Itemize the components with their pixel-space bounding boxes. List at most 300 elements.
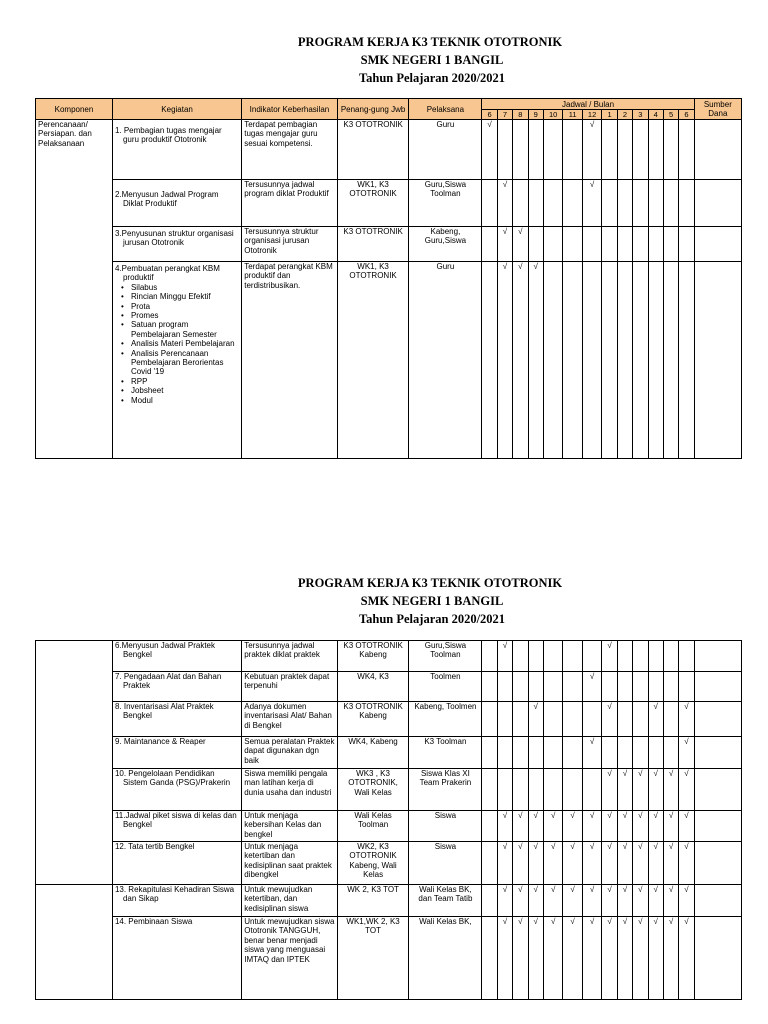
pelaksana-cell: Wali Kelas BK, (409, 917, 482, 1000)
schedule-cell: √ (602, 842, 617, 885)
schedule-cell (582, 262, 601, 459)
schedule-cell (663, 672, 678, 702)
schedule-cell (633, 262, 648, 459)
komponen-cell (36, 885, 113, 1000)
schedule-cell: √ (679, 811, 694, 842)
kegiatan-cell (112, 885, 241, 917)
schedule-cell: √ (633, 811, 648, 842)
kegiatan-cell (112, 262, 241, 459)
pelaksana-cell: Guru,Siswa Toolman (409, 180, 482, 227)
schedule-cell: √ (563, 811, 582, 842)
schedule-cell: √ (513, 811, 528, 842)
school-name: SMK NEGERI 1 BANGIL (360, 53, 504, 67)
page-header-1 (0, 33, 768, 87)
schedule-cell: √ (528, 811, 543, 842)
kegiatan-title: 10. Pengelolaan Pendidikan Sistem Ganda (PSG)/Prakerin (114, 769, 231, 788)
schedule-cell (679, 120, 694, 180)
indikator-cell: Untuk mewujudkan siswa Ototronik TANGGUH, benar benar menjadi siswa yang menguasai IMTAQ dan IPTEK (242, 917, 337, 1000)
schedule-cell (648, 262, 663, 459)
kegiatan-cell (112, 702, 241, 737)
schedule-cell (497, 737, 512, 769)
list-item: • Promes (131, 311, 239, 320)
schedule-cell: √ (482, 120, 497, 180)
col-jadwal: Jadwal / Bulan (482, 99, 694, 110)
schedule-cell (663, 180, 678, 227)
pelaksana-cell: Guru (409, 262, 482, 459)
month-header: 6 (679, 110, 694, 120)
month-header: 6 (482, 110, 497, 120)
schedule-cell (543, 227, 562, 262)
academic-year: Tahun Pelajaran 2020/2021 (358, 612, 506, 626)
schedule-cell: √ (648, 917, 663, 1000)
schedule-cell (617, 262, 632, 459)
schedule-cell (513, 737, 528, 769)
schedule-cell (633, 672, 648, 702)
table-row (36, 885, 742, 917)
month-header: 10 (543, 110, 562, 120)
schedule-cell (663, 702, 678, 737)
sumber-dana-cell (694, 842, 741, 885)
kegiatan-cell (112, 917, 241, 1000)
schedule-cell: √ (543, 885, 562, 917)
kegiatan-cell (112, 842, 241, 885)
document-title: PROGRAM KERJA K3 TEKNIK OTOTRONIK (297, 35, 563, 49)
schedule-cell (563, 737, 582, 769)
schedule-cell: √ (582, 180, 601, 227)
schedule-cell (633, 641, 648, 672)
schedule-cell (633, 120, 648, 180)
schedule-cell (528, 737, 543, 769)
schedule-cell (513, 702, 528, 737)
month-header: 9 (528, 110, 543, 120)
schedule-cell: √ (663, 885, 678, 917)
indikator-cell: Untuk menjaga kebersihan Kelas dan bengkel (242, 811, 337, 842)
schedule-cell: √ (513, 227, 528, 262)
indikator-cell: Tersusunnya struktur organisasi jurusan Ototronik (242, 227, 337, 262)
schedule-cell (602, 120, 617, 180)
schedule-cell (482, 262, 497, 459)
schedule-cell (482, 842, 497, 885)
month-header: 4 (648, 110, 663, 120)
schedule-cell (563, 702, 582, 737)
schedule-cell: √ (497, 641, 512, 672)
indikator-cell: Kebutuan praktek dapat terpenuhi (242, 672, 337, 702)
schedule-cell (582, 227, 601, 262)
schedule-cell: √ (633, 842, 648, 885)
indikator-cell: Untuk menjaga ketertiban dan kedisiplinan saat praktek dibengkel (242, 842, 337, 885)
sumber-dana-cell (694, 769, 741, 811)
col-sumber: Sumber Dana (694, 99, 741, 120)
penanggung-cell: WK4, K3 (337, 672, 409, 702)
pelaksana-cell: Kabeng, Toolmen (409, 702, 482, 737)
kegiatan-cell (112, 641, 241, 672)
schedule-cell (528, 672, 543, 702)
penanggung-cell: WK1,WK 2, K3 TOT (337, 917, 409, 1000)
pelaksana-cell: Wali Kelas BK, dan Team Tatib (409, 885, 482, 917)
col-pelaksana: Pelaksana (409, 99, 482, 120)
schedule-cell (602, 737, 617, 769)
schedule-cell: √ (679, 885, 694, 917)
sumber-dana-cell (694, 641, 741, 672)
kegiatan-title: 11.Jadwal piket siswa di kelas dan Bengkel (114, 811, 237, 830)
kegiatan-title: 7. Pengadaan Alat dan Bahan Praktek (114, 672, 222, 691)
penanggung-cell: K3 OTOTRONIK (337, 227, 409, 262)
indikator-cell: Tersusunnya jadwal program diklat Produktif (242, 180, 337, 227)
penanggung-cell: K3 OTOTRONIK (337, 120, 409, 180)
penanggung-cell: WK1, K3 OTOTRONIK (337, 262, 409, 459)
schedule-cell: √ (513, 917, 528, 1000)
schedule-cell: √ (528, 702, 543, 737)
schedule-cell (543, 702, 562, 737)
list-item: • Prota (131, 302, 239, 311)
kegiatan-cell (112, 120, 241, 180)
schedule-cell: √ (543, 842, 562, 885)
document-title: PROGRAM KERJA K3 TEKNIK OTOTRONIK (297, 576, 563, 590)
schedule-cell: √ (582, 672, 601, 702)
schedule-cell: √ (582, 885, 601, 917)
sumber-dana-cell (694, 180, 741, 227)
schedule-cell (563, 641, 582, 672)
schedule-cell: √ (497, 262, 512, 459)
kegiatan-title: 14. Pembinaan Siswa (114, 917, 193, 926)
schedule-cell: √ (679, 769, 694, 811)
schedule-cell: √ (617, 917, 632, 1000)
kegiatan-title: 2.Menyusun Jadwal Program Diklat Produktif (114, 190, 219, 209)
schedule-cell: √ (633, 885, 648, 917)
schedule-cell (602, 180, 617, 227)
month-header: 2 (617, 110, 632, 120)
sumber-dana-cell (694, 227, 741, 262)
schedule-cell: √ (513, 262, 528, 459)
schedule-cell (617, 737, 632, 769)
schedule-cell: √ (602, 917, 617, 1000)
schedule-cell: √ (582, 842, 601, 885)
schedule-cell: √ (648, 702, 663, 737)
schedule-cell (679, 180, 694, 227)
program-table-page-2 (35, 640, 742, 1000)
schedule-cell (679, 672, 694, 702)
indikator-cell: Terdapat perangkat KBM produktif dan terdistribusikan. (242, 262, 337, 459)
schedule-cell (617, 227, 632, 262)
table-row (36, 120, 742, 180)
schedule-cell: √ (617, 811, 632, 842)
sumber-dana-cell (694, 702, 741, 737)
schedule-cell (602, 227, 617, 262)
month-header: 3 (633, 110, 648, 120)
list-item: • Analisis Perencanaan Pembelajaran Berorientas Covid '19 (131, 349, 239, 377)
schedule-cell: √ (497, 180, 512, 227)
list-item: • Satuan program Pembelajaran Semester (131, 320, 239, 339)
schedule-cell (497, 672, 512, 702)
schedule-cell (582, 702, 601, 737)
schedule-cell: √ (663, 917, 678, 1000)
schedule-cell (679, 227, 694, 262)
kegiatan-subitems (115, 283, 239, 405)
col-penanggung: Penang-gung Jwb (337, 99, 409, 120)
schedule-cell: √ (528, 917, 543, 1000)
schedule-cell (497, 120, 512, 180)
schedule-cell: √ (648, 769, 663, 811)
schedule-cell (648, 180, 663, 227)
schedule-cell: √ (617, 885, 632, 917)
schedule-cell: √ (663, 842, 678, 885)
schedule-cell (528, 120, 543, 180)
list-item: • Analisis Materi Pembelajaran (131, 339, 239, 348)
list-item: • Modul (131, 396, 239, 405)
kegiatan-title: 4.Pembuatan perangkat KBM produktif (114, 264, 220, 283)
table-row (36, 702, 742, 737)
schedule-cell (648, 120, 663, 180)
schedule-cell (482, 227, 497, 262)
schedule-cell: √ (602, 885, 617, 917)
kegiatan-title: 6.Menyusun Jadwal Praktek Bengkel (114, 641, 216, 660)
pelaksana-cell: Siswa Klas XI Team Prakerin (409, 769, 482, 811)
schedule-cell: √ (679, 702, 694, 737)
schedule-cell (563, 227, 582, 262)
month-header: 7 (497, 110, 512, 120)
schedule-cell (543, 769, 562, 811)
month-header: 12 (582, 110, 601, 120)
schedule-cell (633, 737, 648, 769)
schedule-cell (617, 641, 632, 672)
schedule-cell: √ (617, 769, 632, 811)
schedule-cell: √ (602, 641, 617, 672)
schedule-cell (528, 180, 543, 227)
kegiatan-cell (112, 672, 241, 702)
schedule-cell: √ (633, 917, 648, 1000)
schedule-cell (633, 702, 648, 737)
table-row (36, 262, 742, 459)
schedule-cell (648, 641, 663, 672)
schedule-cell (543, 180, 562, 227)
schedule-cell (482, 672, 497, 702)
schedule-cell (663, 262, 678, 459)
schedule-cell: √ (663, 769, 678, 811)
komponen-cell (36, 641, 113, 885)
schedule-cell (513, 769, 528, 811)
list-item: • Rincian Minggu Efektif (131, 292, 239, 301)
schedule-cell (563, 769, 582, 811)
schedule-cell: √ (602, 702, 617, 737)
schedule-cell (513, 641, 528, 672)
schedule-cell (679, 262, 694, 459)
schedule-cell: √ (663, 811, 678, 842)
list-item: • RPP (131, 377, 239, 386)
table-row (36, 641, 742, 672)
schedule-cell (543, 672, 562, 702)
schedule-cell: √ (648, 885, 663, 917)
table-row (36, 917, 742, 1000)
col-kegiatan: Kegiatan (112, 99, 241, 120)
schedule-cell (648, 672, 663, 702)
sumber-dana-cell (694, 811, 741, 842)
penanggung-cell: WK4, Kabeng (337, 737, 409, 769)
col-komponen: Komponen (36, 99, 113, 120)
schedule-cell: √ (679, 917, 694, 1000)
sumber-dana-cell (694, 885, 741, 917)
schedule-cell (663, 227, 678, 262)
schedule-cell (617, 672, 632, 702)
schedule-cell (543, 641, 562, 672)
schedule-cell: √ (582, 737, 601, 769)
schedule-cell: √ (617, 842, 632, 885)
schedule-cell (563, 180, 582, 227)
penanggung-cell: WK 2, K3 TOT (337, 885, 409, 917)
kegiatan-title: 13. Rekapitulasi Kehadiran Siswa dan Sikap (114, 885, 235, 904)
pelaksana-cell: Siswa (409, 842, 482, 885)
schedule-cell: √ (563, 842, 582, 885)
schedule-cell (663, 120, 678, 180)
schedule-cell (617, 702, 632, 737)
schedule-cell: √ (543, 811, 562, 842)
schedule-cell (528, 769, 543, 811)
schedule-cell (482, 641, 497, 672)
kegiatan-title: 9. Maintanance & Reaper (114, 737, 206, 746)
sumber-dana-cell (694, 672, 741, 702)
schedule-cell (513, 180, 528, 227)
schedule-cell: √ (528, 885, 543, 917)
kegiatan-cell (112, 737, 241, 769)
kegiatan-title: 1. Pembagian tugas mengajar guru produktif Ototronik (114, 126, 222, 145)
schedule-cell (482, 180, 497, 227)
pelaksana-cell: Toolmen (409, 672, 482, 702)
schedule-cell (648, 737, 663, 769)
schedule-cell: √ (513, 885, 528, 917)
schedule-cell: √ (497, 842, 512, 885)
schedule-cell: √ (497, 885, 512, 917)
schedule-cell: √ (563, 885, 582, 917)
list-item: • Silabus (131, 283, 239, 292)
schedule-cell (543, 120, 562, 180)
indikator-cell: Siswa memiliki pengala man latihan kerja di dunia usaha dan industri (242, 769, 337, 811)
penanggung-cell: WK3 , K3 OTOTRONIK, Wali Kelas (337, 769, 409, 811)
col-indikator: Indikator Keberhasilan (242, 99, 337, 120)
schedule-cell: √ (543, 917, 562, 1000)
schedule-cell (482, 769, 497, 811)
schedule-cell: √ (528, 262, 543, 459)
list-item: • Jobsheet (131, 386, 239, 395)
indikator-cell: Semua peralatan Praktek dapat digunakan dgn baik (242, 737, 337, 769)
schedule-cell (663, 737, 678, 769)
table-row (36, 737, 742, 769)
table-row (36, 672, 742, 702)
schedule-cell (563, 672, 582, 702)
kegiatan-cell (112, 180, 241, 227)
schedule-cell (543, 737, 562, 769)
schedule-cell (543, 262, 562, 459)
table-row (36, 227, 742, 262)
schedule-cell: √ (602, 811, 617, 842)
schedule-cell (582, 769, 601, 811)
program-table-page-1 (35, 98, 742, 459)
month-header: 1 (602, 110, 617, 120)
table-row (36, 769, 742, 811)
schedule-cell: √ (582, 811, 601, 842)
schedule-cell (482, 811, 497, 842)
schedule-cell: √ (679, 737, 694, 769)
penanggung-cell: Wali Kelas Toolman (337, 811, 409, 842)
sumber-dana-cell (694, 917, 741, 1000)
schedule-cell (528, 227, 543, 262)
indikator-cell: Adanya dokumen inventarisasi Alat/ Bahan di Bengkel (242, 702, 337, 737)
penanggung-cell: K3 OTOTRONIK Kabeng (337, 641, 409, 672)
schedule-cell: √ (679, 842, 694, 885)
schedule-cell (482, 702, 497, 737)
academic-year: Tahun Pelajaran 2020/2021 (358, 71, 506, 85)
schedule-cell: √ (497, 917, 512, 1000)
schedule-cell (528, 641, 543, 672)
school-name: SMK NEGERI 1 BANGIL (360, 594, 504, 608)
schedule-cell (482, 917, 497, 1000)
sumber-dana-cell (694, 262, 741, 459)
indikator-cell: Terdapat pembagian tugas mengajar guru sesuai kompetensi. (242, 120, 337, 180)
schedule-cell: √ (528, 842, 543, 885)
kegiatan-cell (112, 811, 241, 842)
kegiatan-cell (112, 769, 241, 811)
pelaksana-cell: K3 Toolman (409, 737, 482, 769)
pelaksana-cell: Guru,Siswa Toolman (409, 641, 482, 672)
pelaksana-cell: Guru (409, 120, 482, 180)
schedule-cell (497, 702, 512, 737)
schedule-cell (602, 262, 617, 459)
penanggung-cell: WK1, K3 OTOTRONIK (337, 180, 409, 227)
page-header-2 (0, 574, 768, 628)
sumber-dana-cell (694, 120, 741, 180)
indikator-cell: Tersusunnya jadwal praktek diklat praktek (242, 641, 337, 672)
schedule-cell: √ (582, 917, 601, 1000)
schedule-cell (513, 672, 528, 702)
schedule-cell (482, 737, 497, 769)
schedule-cell (648, 227, 663, 262)
schedule-cell: √ (513, 842, 528, 885)
schedule-cell: √ (582, 120, 601, 180)
pelaksana-cell: Kabeng, Guru,Siswa (409, 227, 482, 262)
schedule-cell: √ (497, 811, 512, 842)
schedule-cell (663, 641, 678, 672)
schedule-cell: √ (648, 811, 663, 842)
schedule-cell (513, 120, 528, 180)
schedule-cell (617, 180, 632, 227)
kegiatan-title: 12. Tata tertib Bengkel (114, 842, 195, 851)
schedule-cell: √ (602, 769, 617, 811)
sumber-dana-cell (694, 737, 741, 769)
schedule-cell (602, 672, 617, 702)
schedule-cell (563, 120, 582, 180)
penanggung-cell: K3 OTOTRONIK Kabeng (337, 702, 409, 737)
schedule-cell: √ (563, 917, 582, 1000)
pelaksana-cell: Siswa (409, 811, 482, 842)
schedule-cell (582, 641, 601, 672)
schedule-cell (482, 885, 497, 917)
table-row (36, 811, 742, 842)
schedule-cell: √ (633, 769, 648, 811)
header-row (36, 99, 742, 110)
month-header: 11 (563, 110, 582, 120)
table-row (36, 842, 742, 885)
penanggung-cell: WK2, K3 OTOTRONIK Kabeng, Wali Kelas (337, 842, 409, 885)
schedule-cell (617, 120, 632, 180)
month-header: 5 (663, 110, 678, 120)
schedule-cell: √ (648, 842, 663, 885)
komponen-cell: Perencanaan/ Persiapan. dan Pelaksanaan (36, 120, 113, 459)
schedule-cell (497, 769, 512, 811)
month-header: 8 (513, 110, 528, 120)
kegiatan-title: 8. Inventarisasi Alat Praktek Bengkel (114, 702, 214, 721)
schedule-cell: √ (497, 227, 512, 262)
schedule-cell (679, 641, 694, 672)
schedule-cell (633, 227, 648, 262)
indikator-cell: Untuk mewujudkan ketertiban, dan kedisiplinan siswa (242, 885, 337, 917)
